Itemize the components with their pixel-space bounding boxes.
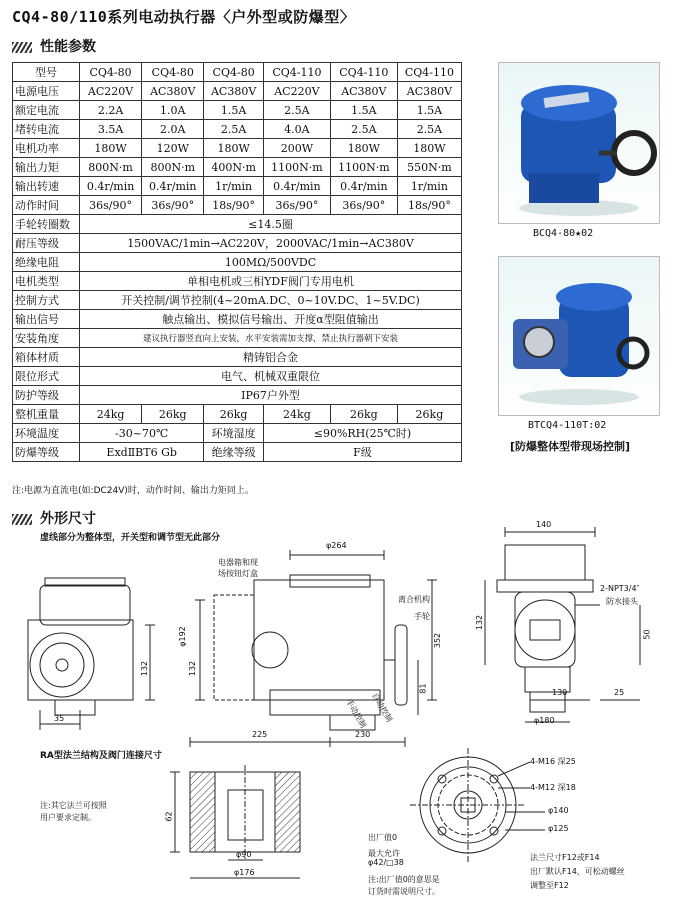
label-handwheel: 手轮 (414, 612, 430, 621)
label-max-value: φ42/□38 (368, 858, 404, 867)
flange-note-2: 用户要求定制。 (40, 813, 96, 822)
table-row: 电机功率 180W 120W 180W 200W 180W 180W (13, 139, 462, 158)
table-row: 型号 CQ4-80 CQ4-80 CQ4-80 CQ4-110 CQ4-110 CQ4-110 (13, 63, 462, 82)
flange-size-3: 调整至F12 (530, 881, 569, 890)
dim-225: 225 (252, 730, 268, 739)
table-row: 堵转电流 3.5A 2.0A 2.5A 4.0A 2.5A 2.5A (13, 120, 462, 139)
table-row: 安装角度 建议执行器竖直向上安装，水平安装需加支撑，禁止执行器朝下安装 (13, 329, 462, 348)
photo1-caption: BCQ4-80★02 (533, 228, 594, 239)
dim-d125: φ125 (548, 824, 569, 833)
dim-35: 35 (54, 714, 65, 723)
table-row: 耐压等级 1500VAC/1min→AC220V，2000VAC/1min→AC380V (13, 234, 462, 253)
label-factory-value: 出厂值0 (368, 833, 398, 842)
table-row: 额定电流 2.2A 1.0A 1.5A 2.5A 1.5A 1.5A (13, 101, 462, 120)
dim-d140: φ140 (548, 806, 569, 815)
label-electric-box: 电器箱和现 (218, 558, 258, 567)
table-row: 输出转速 0.4r/min 0.4r/min 1r/min 0.4r/min 0.4r/min 1r/min (13, 177, 462, 196)
footnote: 注:电源为直流电(如:DC24V)时，动作时间、输出力矩同上。 (12, 486, 254, 496)
table-row: 输出力矩 800N·m 800N·m 400N·m 1100N·m 1100N·m 550N·m (13, 158, 462, 177)
dim-130: 130 (552, 688, 568, 697)
factory-note-1: 注:出厂值0的意思是 (368, 875, 440, 884)
dim-m16: 4-M16 深25 (530, 757, 576, 766)
page-title: CQ4-80/110系列电动执行器〈户外型或防爆型〉 (12, 8, 356, 26)
table-row: 防护等级 IP67户外型 (13, 386, 462, 405)
flange-section-drawing (170, 765, 300, 878)
table-row: 控制方式 开关控制/调节控制(4~20mA.DC、0~10V.DC、1~5V.DC) (13, 291, 462, 310)
table-row: 绝缘电阻 100MΩ/500VDC (13, 253, 462, 272)
photo2-subcaption: [防爆整体型带现场控制] (510, 440, 631, 453)
label-auto-control: 自动控制 (370, 691, 394, 724)
flange-size-2: 出厂默认F14，可松动螺丝 (530, 867, 625, 876)
dim-352: 352 (433, 632, 443, 649)
dim-25: 25 (614, 688, 625, 697)
dim-d264: φ264 (326, 541, 347, 550)
table-row: 电机类型 单相电机或三相YDF阀门专用电机 (13, 272, 462, 291)
dim-50: 50 (642, 629, 652, 640)
dim-132-right: 132 (475, 614, 485, 631)
dim-132-front: 132 (188, 660, 198, 677)
dim-d90: φ90 (236, 850, 252, 859)
table-row: 整机重量 24kg 26kg 26kg 24kg 26kg 26kg (13, 405, 462, 424)
table-row: 电源电压 AC220V AC380V AC380V AC220V AC380V AC380V (13, 82, 462, 101)
dim-m12: 4-M12 深18 (530, 783, 576, 792)
section-heading-dimensions: 外形尺寸 (12, 508, 96, 528)
dim-140: 140 (536, 520, 552, 529)
table-row: 动作时间 36s/90° 36s/90° 18s/90° 36s/90° 36s/90° 18s/90° (13, 196, 462, 215)
flange-note-1: 注:其它法兰可按照 (40, 801, 107, 810)
table-row: 箱体材质 精铸铝合金 (13, 348, 462, 367)
label-clutch: 离合机构 (398, 595, 430, 604)
dim-81: 81 (418, 683, 428, 694)
factory-note-2: 订货时需说明尺寸。 (368, 887, 440, 896)
front-view-drawing (190, 550, 437, 747)
dim-230: 230 (355, 730, 371, 739)
table-row: 输出信号 触点输出、模拟信号输出、开度α型阻值输出 (13, 310, 462, 329)
dim-132-left: 132 (140, 660, 150, 677)
flange-size-1: 法兰尺寸F12或F14 (530, 853, 600, 862)
table-row: 限位形式 电气、机械双重限位 (13, 367, 462, 386)
label-manual-control: 手动控制 (344, 697, 368, 730)
dim-62: 62 (164, 811, 174, 822)
table-row: 手轮转圈数 ≤14.5圈 (13, 215, 462, 234)
table-row: 防爆等级 ExdⅡBT6 Gb 绝缘等级 F级 (13, 443, 462, 462)
label-max-allow: 最大允许 (368, 849, 400, 858)
dim-d176: φ176 (234, 868, 255, 877)
dim-d180: φ180 (534, 716, 555, 725)
flange-title: RA型法兰结构及阀门连接尺寸 (40, 751, 162, 761)
dim-d192: φ192 (177, 626, 187, 647)
drawing-subtitle: 虚线部分为整体型，开关型和调节型无此部分 (40, 533, 221, 543)
label-npt: 2-NPT3/4″ (600, 584, 640, 593)
side-view-drawing (28, 578, 155, 730)
table-row: 环境温度 -30~70℃ 环境湿度 ≤90%RH(25℃时) (13, 424, 462, 443)
label-electric-box-2: 场按钮灯盒 (218, 569, 258, 578)
section-heading-performance: 性能参数 (12, 36, 96, 56)
photo2-caption: BTCQ4-110T:02 (528, 420, 607, 431)
label-waterproof: 防水接头 (606, 597, 638, 606)
flange-top-view-drawing (410, 748, 545, 862)
